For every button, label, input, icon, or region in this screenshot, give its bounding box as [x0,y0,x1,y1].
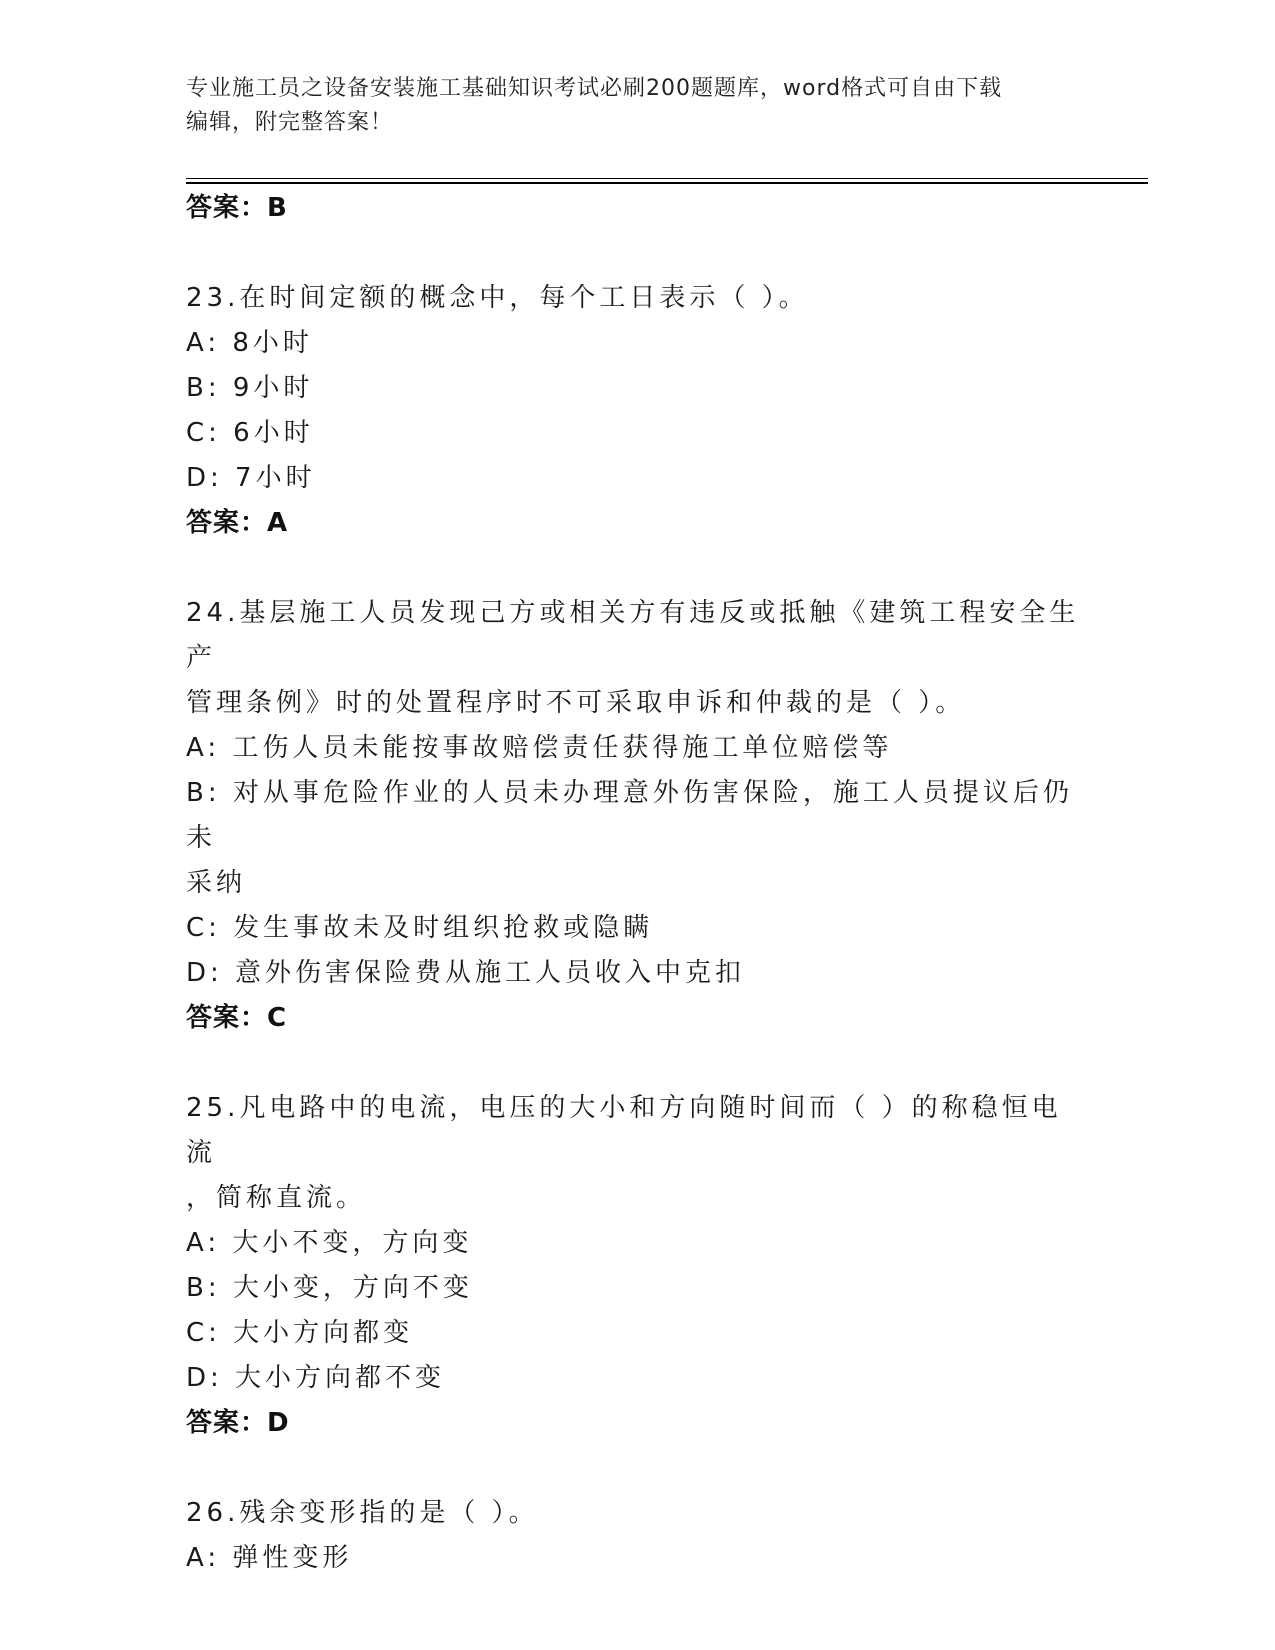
question-list [186,186,1086,1581]
option-a: A: 弹性变形 [186,1543,353,1573]
option-d: D: 大小方向都不变 [186,1363,446,1393]
question-block [186,1086,1086,1446]
question-block [186,276,1086,546]
document-header [186,72,1086,140]
question-text-continued: ，简称直流。 [186,1183,367,1213]
question-text: 24.基层施工人员发现己方或相关方有违反或抵触《建筑工程安全生产 [186,598,1080,673]
option-a: A: 大小不变，方向变 [186,1228,473,1258]
option-b: B: 9小时 [186,373,314,403]
header-line-1: 专业施工员之设备安装施工基础知识考试必刷200题题库，word格式可自由下载 [186,76,1003,101]
answer-line: 答案：D [186,1408,290,1438]
option-c: C: 6小时 [186,418,314,448]
option-d: D: 7小时 [186,463,316,493]
answer-line: 答案：B [186,193,288,223]
question-block [186,591,1086,1041]
spacer [186,1041,1086,1086]
header-line-2: 编辑，附完整答案！ [186,110,394,135]
header-divider-thin [186,178,1148,179]
question-text: 26.残余变形指的是（ ）。 [186,1498,539,1528]
option-d: D: 意外伤害保险费从施工人员收入中克扣 [186,958,746,988]
spacer [186,231,1086,276]
spacer [186,546,1086,591]
answer-line: 答案：A [186,508,289,538]
option-c: C: 大小方向都变 [186,1318,414,1348]
option-b: B: 对从事危险作业的人员未办理意外伤害保险，施工人员提议后仍未 [186,778,1073,853]
option-a: A: 工伤人员未能按事故赔偿责任获得施工单位赔偿等 [186,733,893,763]
question-text: 23.在时间定额的概念中，每个工日表示（ ）。 [186,283,809,313]
question-text: 25.凡电路中的电流，电压的大小和方向随时间而（ ）的称稳恒电流 [186,1093,1062,1168]
option-b: B: 大小变，方向不变 [186,1273,473,1303]
option-c: C: 发生事故未及时组织抢救或隐瞒 [186,913,654,943]
question-block [186,1491,1086,1581]
option-a: A: 8小时 [186,328,313,358]
spacer [186,1446,1086,1491]
header-divider-thick [186,182,1148,184]
answer-line: 答案：C [186,1003,288,1033]
option-b-continued: 采纳 [186,868,247,898]
question-text-continued: 管理条例》时的处置程序时不可采取申诉和仲裁的是（ ）。 [186,688,966,718]
